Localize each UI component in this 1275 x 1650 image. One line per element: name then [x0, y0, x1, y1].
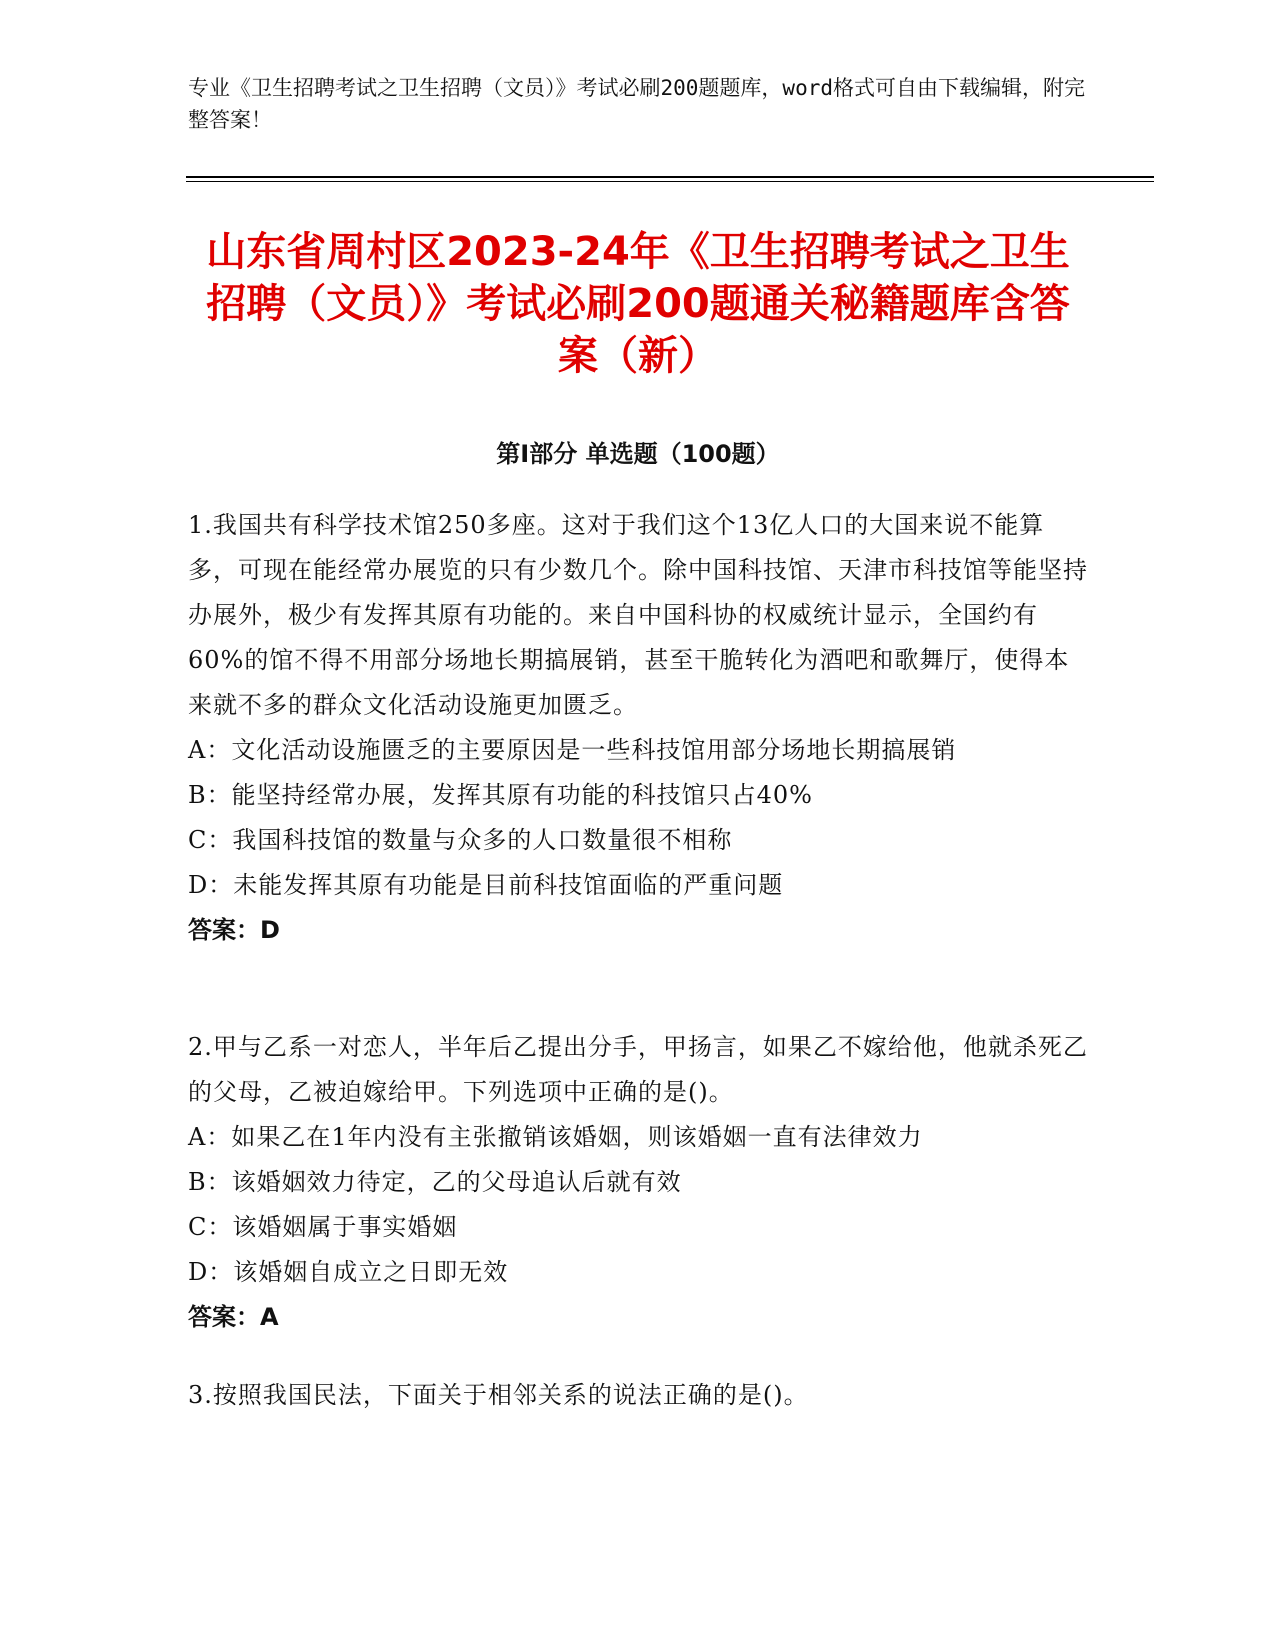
section-heading: 第Ⅰ部分 单选题（100题） [496, 440, 780, 468]
header-divider-thick [186, 176, 1154, 178]
question-text: 3.按照我国民法，下面关于相邻关系的说法正确的是()。 [188, 1381, 809, 1409]
question-1 [188, 503, 1088, 953]
option-a: A：如果乙在1年内没有主张撤销该婚姻，则该婚姻一直有法律效力 [188, 1123, 923, 1151]
answer: 答案：D [188, 916, 280, 944]
option-c: C：该婚姻属于事实婚姻 [188, 1213, 458, 1241]
option-d: D：未能发挥其原有功能是目前科技馆面临的严重问题 [188, 871, 784, 899]
question-3 [188, 1373, 1088, 1418]
option-b: B：能坚持经常办展，发挥其原有功能的科技馆只占40% [188, 781, 813, 809]
header-note: 专业《卫生招聘考试之卫生招聘（文员）》考试必刷200题题库，word格式可自由下载编辑，附完整答案！ [188, 76, 1085, 132]
answer: 答案：A [188, 1303, 279, 1331]
question-text: 2.甲与乙系一对恋人，半年后乙提出分手，甲扬言，如果乙不嫁给他，他就杀死乙的父母，乙被迫嫁给甲。下列选项中正确的是()。 [188, 1033, 1088, 1106]
question-2 [188, 1025, 1088, 1340]
document-title: 山东省周村区2023-24年《卫生招聘考试之卫生招聘（文员）》考试必刷200题通关秘籍题库含答案（新） [206, 229, 1070, 379]
option-b: B：该婚姻效力待定，乙的父母追认后就有效 [188, 1168, 682, 1196]
option-a: A：文化活动设施匮乏的主要原因是一些科技馆用部分场地长期搞展销 [188, 736, 957, 764]
question-text: 1.我国共有科学技术馆250多座。这对于我们这个13亿人口的大国来说不能算多，可现在能经常办展览的只有少数几个。除中国科技馆、天津市科技馆等能坚持办展外，极少有发挥其原有功能的。来自中国科协的权威统计显示，全国约有60%的馆不得不用部分场地长期搞展销，甚至干脆转化为酒吧和歌舞厅，使得本来就不多的群众文化活动设施更加匮乏。 [188, 511, 1088, 719]
option-d: D：该婚姻自成立之日即无效 [188, 1258, 509, 1286]
header-divider-thin [186, 181, 1154, 182]
option-c: C：我国科技馆的数量与众多的人口数量很不相称 [188, 826, 733, 854]
